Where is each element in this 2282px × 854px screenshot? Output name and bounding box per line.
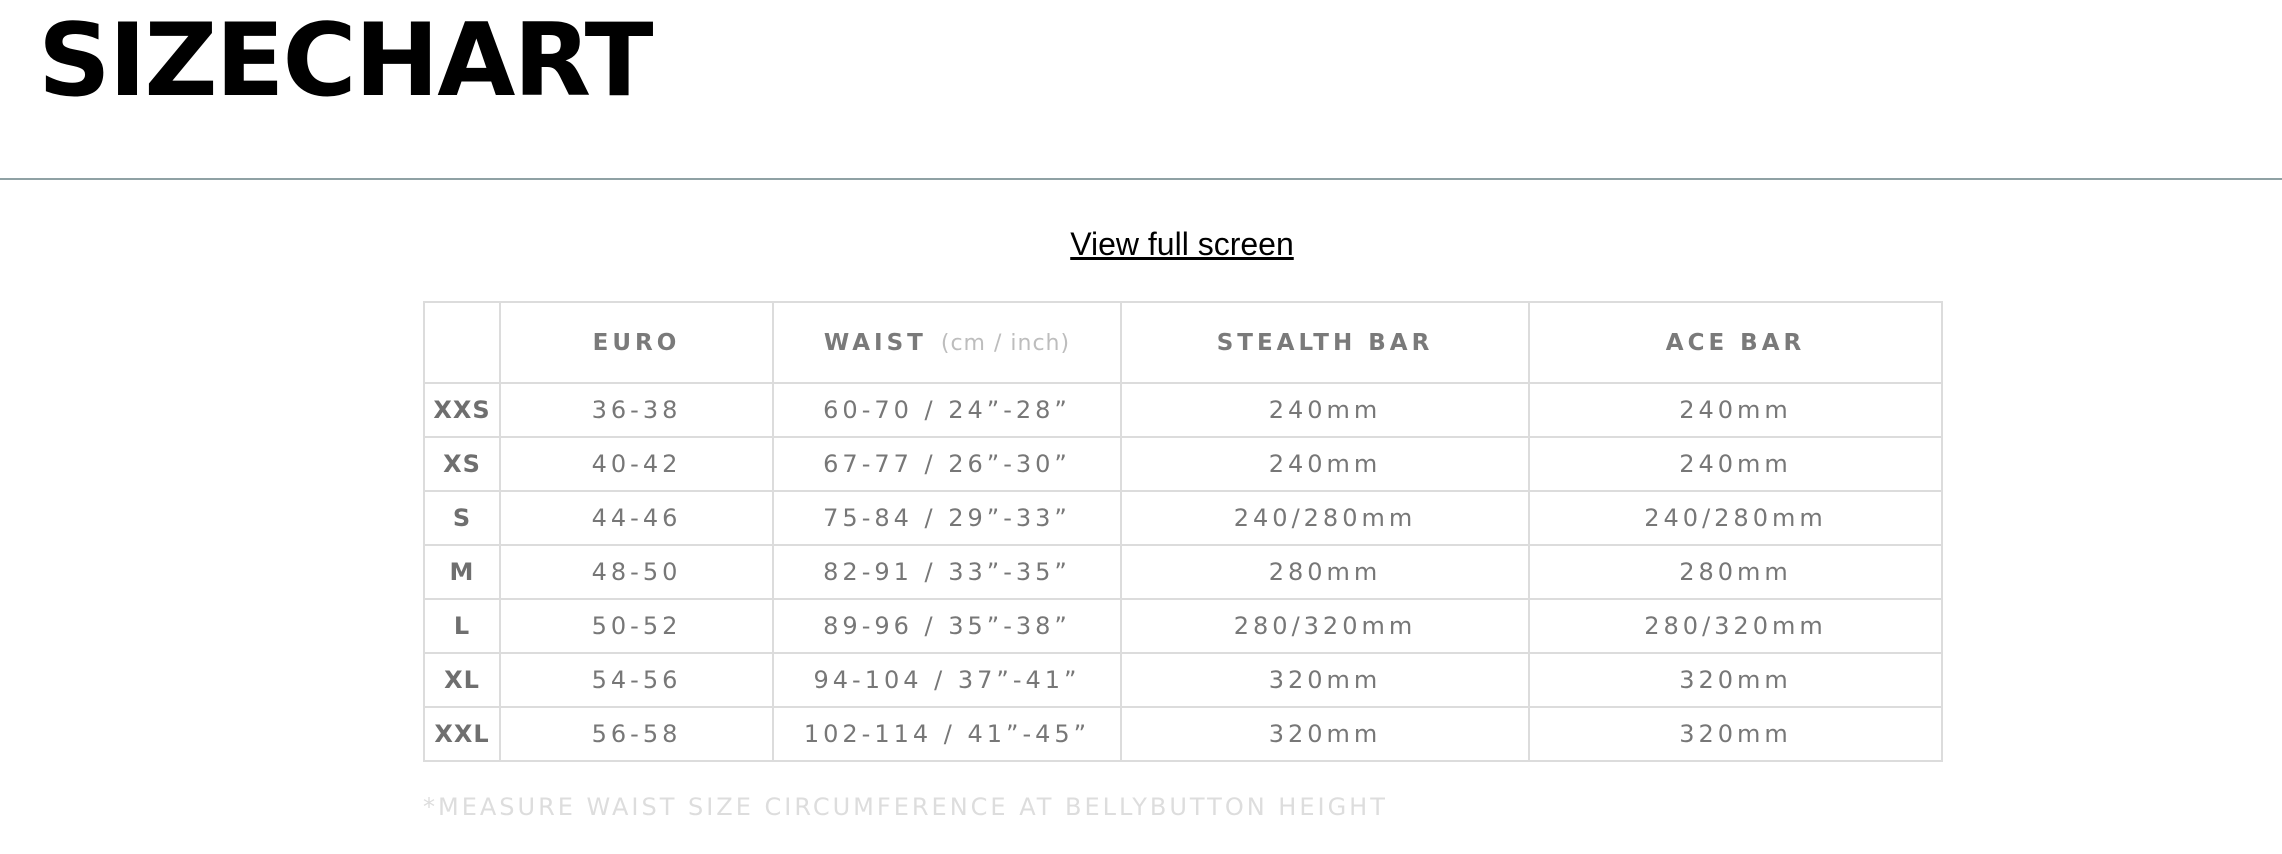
size-cell: M	[424, 545, 500, 599]
stealth-bar-cell: 240mm	[1121, 383, 1529, 437]
header-waist	[773, 302, 1121, 383]
waist-cell: 75-84 / 29”-33”	[773, 491, 1121, 545]
table-row	[424, 545, 1942, 599]
size-cell: XXL	[424, 707, 500, 761]
stealth-bar-cell: 320mm	[1121, 653, 1529, 707]
header-waist-label: WAIST	[823, 329, 927, 356]
size-cell: XS	[424, 437, 500, 491]
ace-bar-cell: 240mm	[1529, 383, 1942, 437]
euro-cell: 40-42	[500, 437, 773, 491]
size-cell: S	[424, 491, 500, 545]
table-row	[424, 383, 1942, 437]
table-row	[424, 491, 1942, 545]
table-row	[424, 653, 1942, 707]
header-stealth-bar: STEALTH BAR	[1121, 302, 1529, 383]
stealth-bar-cell: 280/320mm	[1121, 599, 1529, 653]
euro-cell: 56-58	[500, 707, 773, 761]
ace-bar-cell: 280mm	[1529, 545, 1942, 599]
ace-bar-cell: 320mm	[1529, 653, 1942, 707]
stealth-bar-cell: 280mm	[1121, 545, 1529, 599]
table-row	[424, 707, 1942, 761]
ace-bar-cell: 240/280mm	[1529, 491, 1942, 545]
waist-cell: 60-70 / 24”-28”	[773, 383, 1121, 437]
header-euro: EURO	[500, 302, 773, 383]
stealth-bar-cell: 240/280mm	[1121, 491, 1529, 545]
header-ace-bar: ACE BAR	[1529, 302, 1942, 383]
euro-cell: 44-46	[500, 491, 773, 545]
euro-cell: 50-52	[500, 599, 773, 653]
size-cell: XL	[424, 653, 500, 707]
euro-cell: 48-50	[500, 545, 773, 599]
waist-cell: 94-104 / 37”-41”	[773, 653, 1121, 707]
stealth-bar-cell: 320mm	[1121, 707, 1529, 761]
ace-bar-cell: 280/320mm	[1529, 599, 1942, 653]
header-waist-unit: (cm / inch)	[940, 330, 1071, 356]
size-table	[423, 301, 1943, 762]
waist-cell: 82-91 / 33”-35”	[773, 545, 1121, 599]
table-header-row	[424, 302, 1942, 383]
measurement-footnote: *MEASURE WAIST SIZE CIRCUMFERENCE AT BELLYBUTTON HEIGHT	[423, 793, 1388, 821]
euro-cell: 36-38	[500, 383, 773, 437]
view-full-screen-link[interactable]: View full screen	[1070, 226, 1294, 262]
title-divider	[0, 178, 2282, 180]
size-cell: XXS	[424, 383, 500, 437]
header-size	[424, 302, 500, 383]
ace-bar-cell: 320mm	[1529, 707, 1942, 761]
ace-bar-cell: 240mm	[1529, 437, 1942, 491]
waist-cell: 102-114 / 41”-45”	[773, 707, 1121, 761]
size-cell: L	[424, 599, 500, 653]
waist-cell: 89-96 / 35”-38”	[773, 599, 1121, 653]
euro-cell: 54-56	[500, 653, 773, 707]
stealth-bar-cell: 240mm	[1121, 437, 1529, 491]
table-row	[424, 437, 1942, 491]
waist-cell: 67-77 / 26”-30”	[773, 437, 1121, 491]
table-row	[424, 599, 1942, 653]
page-title: SIZECHART	[38, 1, 652, 119]
